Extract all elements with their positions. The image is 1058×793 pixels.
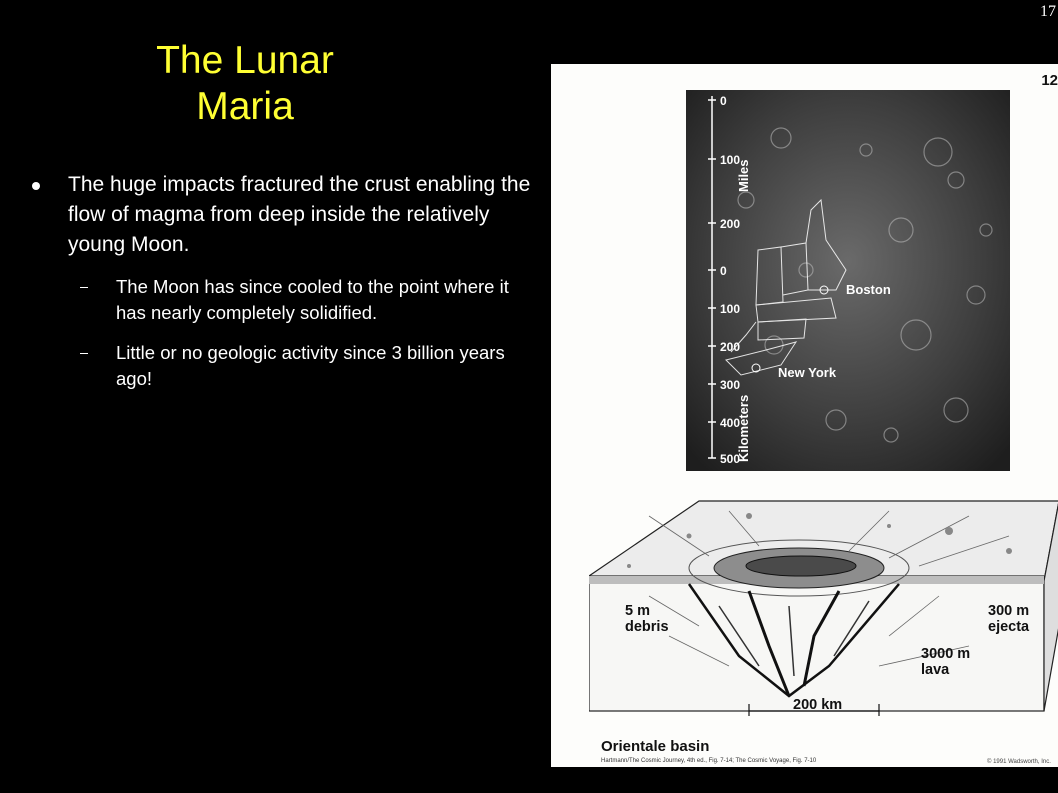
miles-tick: 100 <box>720 153 741 167</box>
km-tick: 0 <box>720 264 727 278</box>
width-label: 200 km <box>793 697 843 713</box>
sub-bullet-2 <box>30 340 535 392</box>
miles-axis-label: Miles <box>736 159 751 192</box>
figure-caption: Orientale basin <box>601 738 710 755</box>
ejecta-text: ejecta <box>988 619 1030 635</box>
km-tick: 500 <box>720 452 741 466</box>
new-york-label: New York <box>778 365 837 380</box>
miles-tick: 200 <box>720 217 741 231</box>
km-tick: 200 <box>720 340 741 354</box>
lunar-photo-with-scale <box>686 90 1010 471</box>
moon-surface <box>686 90 1010 471</box>
bullet-dot-icon <box>32 182 40 190</box>
lava-value: 3000 m <box>921 646 971 662</box>
bullet-list <box>30 170 535 392</box>
dash-icon <box>80 287 88 288</box>
sub-bullet-1 <box>30 274 535 326</box>
ejecta-label <box>988 603 1029 635</box>
bullet-main <box>30 170 535 260</box>
boston-label: Boston <box>846 282 891 297</box>
figure-credit: Hartmann/The Cosmic Journey, 4th ed., Fig. 7-14; The Cosmic Voyage, Fig. 7-10 <box>601 758 817 764</box>
orientale-basin-figure <box>551 64 1058 767</box>
ejecta-value: 300 m <box>988 603 1030 619</box>
miles-tick: 0 <box>720 94 727 108</box>
debris-value: 5 m <box>625 603 650 619</box>
figure-copyright: © 1991 Wadsworth, Inc. <box>987 759 1051 765</box>
dash-icon <box>80 353 88 354</box>
debris-label <box>625 603 669 635</box>
bullet-main-text: The huge impacts fractured the crust enabling the flow of magma from deep inside the relatively young Moon. <box>68 173 531 256</box>
figure-page-number: 12 <box>1041 72 1058 89</box>
slide-number: 17 <box>1040 3 1056 20</box>
title-line-1: The Lunar <box>156 39 334 82</box>
slide-title <box>60 38 430 130</box>
km-tick: 400 <box>720 416 741 430</box>
lava-label <box>921 646 970 678</box>
lava-text: lava <box>921 662 950 678</box>
km-tick: 100 <box>720 302 741 316</box>
sub-bullet-2-text: Little or no geologic activity since 3 billion years ago! <box>116 342 505 389</box>
debris-text: debris <box>625 619 669 635</box>
km-axis-label: Kilometers <box>736 394 751 462</box>
title-line-2: Maria <box>196 85 294 128</box>
sub-bullet-1-text: The Moon has since cooled to the point where it has nearly completely solidified. <box>116 276 509 323</box>
km-tick: 300 <box>720 378 741 392</box>
